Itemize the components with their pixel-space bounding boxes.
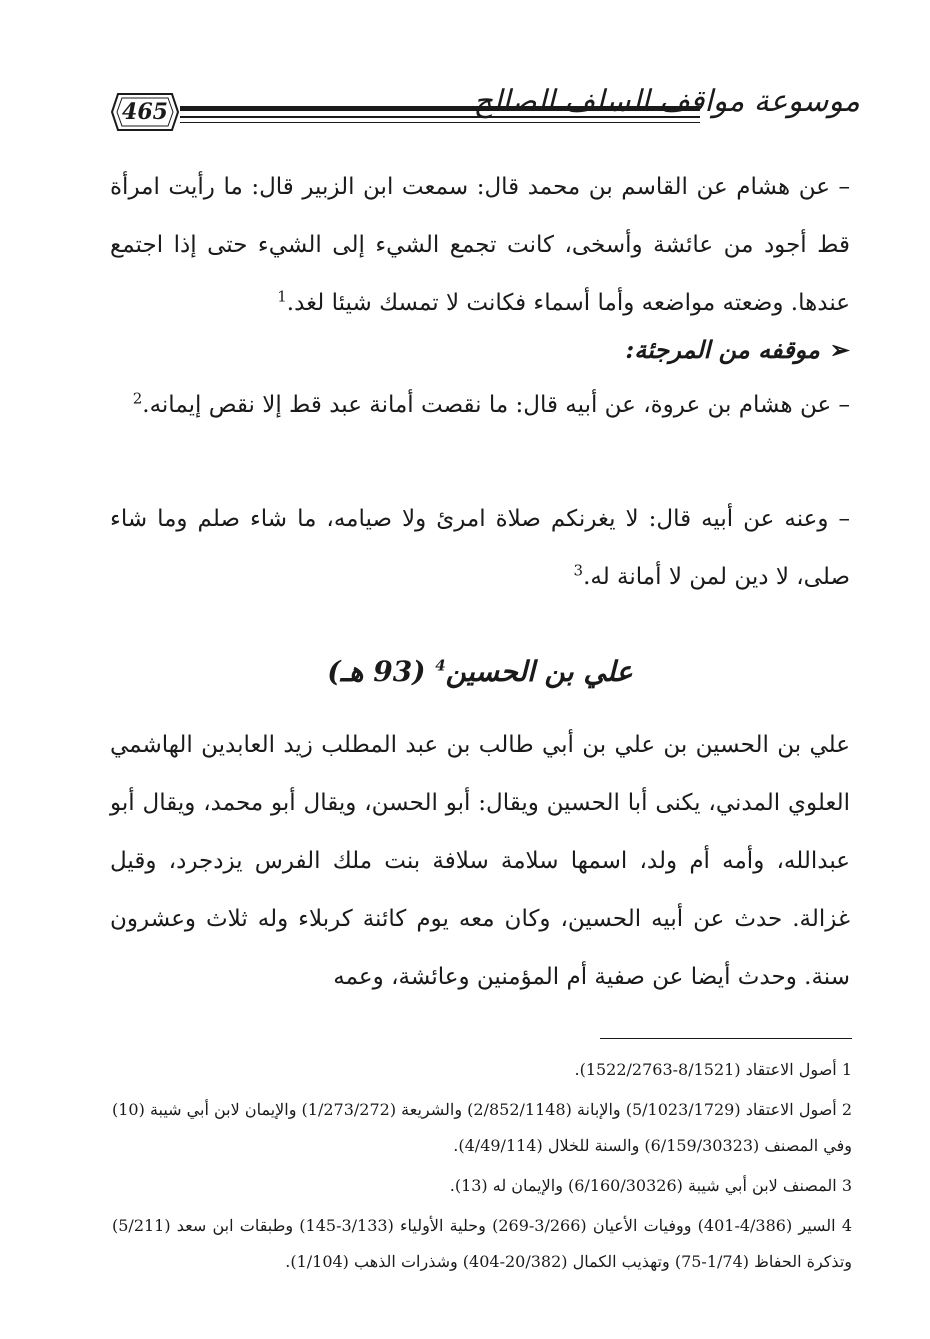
section-title-text: علي بن الحسين: [445, 655, 633, 688]
footnotes: [112, 1052, 852, 1284]
paragraph-amanah: [110, 376, 850, 434]
footnote-item: [112, 1168, 852, 1204]
footnote-number: 4: [841, 1216, 853, 1235]
footnote-text: أصول الاعتقاد (8/1521-1522/2763).: [574, 1060, 837, 1079]
footnote-text: السير (4/386-401) ووفيات الأعيان (3/266-269) وحلية الأولياء (3/133-145) وطبقات ابن سعد (5/211) وتذكرة الحفاظ (1/74-75) وتهذيب الكمال (20/382-404) وشذرات الذهب (1/104).: [112, 1216, 852, 1271]
footnote-text: أصول الاعتقاد (5/1023/1729) والإبانة (2/852/1148) والشريعة (1/273/272) والإيمان لابن أبي شيبة (10) وفي المصنف (6/159/30323) والسنة للخلال (4/49/114).: [112, 1100, 852, 1155]
paragraph-text: – عن هشام عن القاسم بن محمد قال: سمعت ابن الزبير قال: ما رأيت امرأة قط أجود من عائشة وأسخى، كانت تجمع الشيء إلى الشيء حتى إذا اجتمع عندها. وضعته مواضعه وأما أسماء فكانت لا تمسك شيئا لغد.: [110, 174, 850, 316]
footnote-number: 3: [841, 1176, 852, 1195]
section-title: [110, 655, 850, 688]
footnote-text: المصنف لابن أبي شيبة (6/160/30326) والإيمان له (13).: [449, 1176, 837, 1195]
paragraph-aisha-generosity: [110, 158, 850, 332]
footnote-ref: 4: [435, 656, 446, 675]
footnote-separator: [600, 1038, 852, 1039]
paragraph-text: – عن هشام بن عروة، عن أبيه قال: ما نقصت أمانة عبد قط إلا نقص إيمانه.: [142, 392, 850, 418]
footnote-ref: 2: [132, 389, 143, 408]
paragraph-text: – وعنه عن أبيه قال: لا يغرنكم صلاة امرئ ولا صيامه، ما شاء صلم وما شاء صلى، لا دين لمن لا أمانة له.: [110, 506, 850, 590]
section-date: (93 هـ): [327, 655, 426, 688]
footnote-item: [112, 1052, 852, 1088]
arrow-bullet-icon: ➢: [829, 335, 850, 364]
footnote-number: 1: [841, 1060, 852, 1079]
header-rule-thin: [180, 122, 700, 123]
footnote-ref: 3: [573, 561, 584, 580]
footnote-item: [112, 1208, 852, 1280]
footnote-number: 2: [841, 1100, 853, 1119]
page-header: [100, 78, 860, 148]
footnote-ref: 1: [277, 287, 287, 306]
subheading-text: موقفه من المرجئة:: [625, 335, 820, 364]
biography-paragraph: [110, 716, 850, 1006]
footnote-item: [112, 1092, 852, 1164]
book-title: موسوعة مواقف السلف الصالح: [473, 84, 860, 119]
paragraph-salah: [110, 490, 850, 606]
subheading-block: [110, 325, 850, 375]
paragraph-text: علي بن الحسين بن علي بن أبي طالب بن عبد المطلب زيد العابدين الهاشمي العلوي المدني، يكنى أبا الحسين ويقال: أبو الحسن، ويقال أبو محمد، ويقال أبو عبدالله، وأمه أم ولد، اسمها سلامة سلافة بنت ملك الفرس يزدجرد، وقيل غزالة. حدث عن أبيه الحسين، وكان معه يوم كائنة كربلاء وله ثلاث وعشرون سنة. وحدث أيضا عن صفية أم المؤمنين وعائشة، وعمه: [110, 732, 850, 990]
page-number: 465: [122, 99, 168, 125]
page-number-badge: [110, 88, 180, 136]
